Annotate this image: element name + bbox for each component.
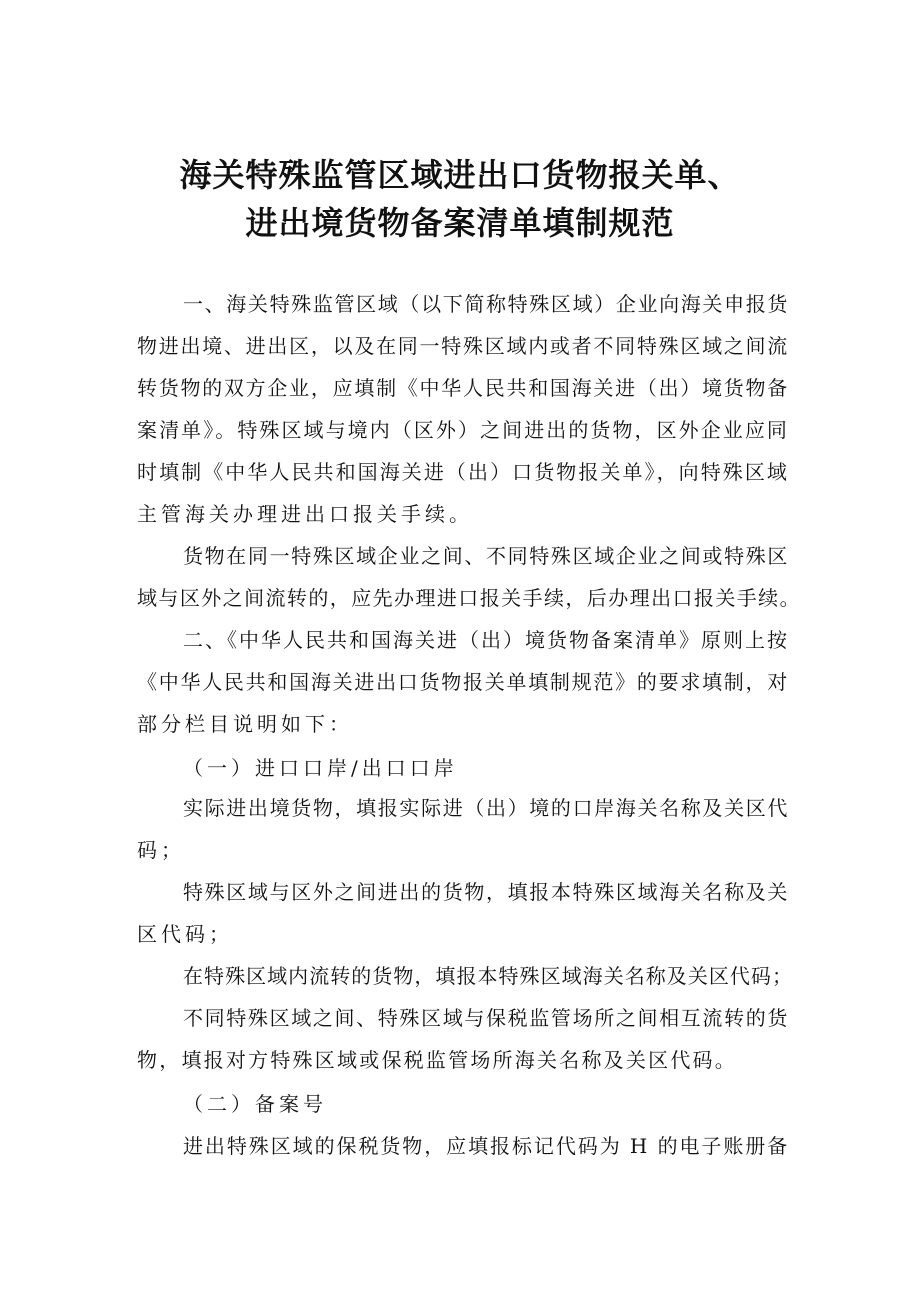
- text-line: 区代码；: [137, 922, 233, 946]
- text-line: 在特殊区域内流转的货物，填报本特殊区域海关名称及关区代码；: [183, 964, 793, 988]
- text-line: 域与区外之间流转的，应先办理进口报关手续，后办理出口报关手续。: [137, 586, 801, 610]
- text-line: 一、海关特殊监管区域（以下简称特殊区域）企业向海关申报货: [183, 292, 789, 316]
- text-line: 进出特殊区域的保税货物，应填报标记代码为 H 的电子账册备: [183, 1134, 790, 1158]
- text-line: 实际进出境货物，填报实际进（出）境的口岸海关名称及关区代: [183, 796, 789, 820]
- doc-title-line-1: 海关特殊监管区域进出口货物报关单、: [179, 156, 741, 194]
- text-line: 货物在同一特殊区域企业之间、不同特殊区域企业之间或特殊区: [183, 544, 789, 568]
- text-line: 时填制《中华人民共和国海关进（出）口货物报关单》，向特殊区域: [137, 460, 789, 484]
- text-line: 不同特殊区域之间、特殊区域与保税监管场所之间相互流转的货: [183, 1006, 789, 1030]
- text-line: 主管海关办理进出口报关手续。: [137, 502, 473, 526]
- text-line: 案清单》。特殊区域与境内（区外）之间进出的货物，区外企业应同: [137, 418, 789, 442]
- doc-title-line-2: 进出境货物备案清单填制规范: [245, 204, 675, 242]
- text-line: 《中华人民共和国海关进出口货物报关单填制规范》的要求填制，对: [137, 670, 789, 694]
- text-line: 码；: [137, 838, 185, 862]
- text-line: 特殊区域与区外之间进出的货物，填报本特殊区域海关名称及关: [183, 880, 789, 904]
- text-line: 物进出境、进出区，以及在同一特殊区域内或者不同特殊区域之间流: [137, 334, 789, 358]
- text-line: 转货物的双方企业，应填制《中华人民共和国海关进（出）境货物备: [137, 376, 789, 400]
- text-line: 二、《中华人民共和国海关进（出）境货物备案清单》原则上按: [183, 628, 789, 652]
- section-heading: （二）备案号: [183, 1092, 327, 1116]
- text-line: 物，填报对方特殊区域或保税监管场所海关名称及关区代码。: [137, 1048, 737, 1072]
- section-heading: （一）进口口岸/出口口岸: [183, 756, 458, 780]
- text-line: 部分栏目说明如下：: [137, 712, 353, 736]
